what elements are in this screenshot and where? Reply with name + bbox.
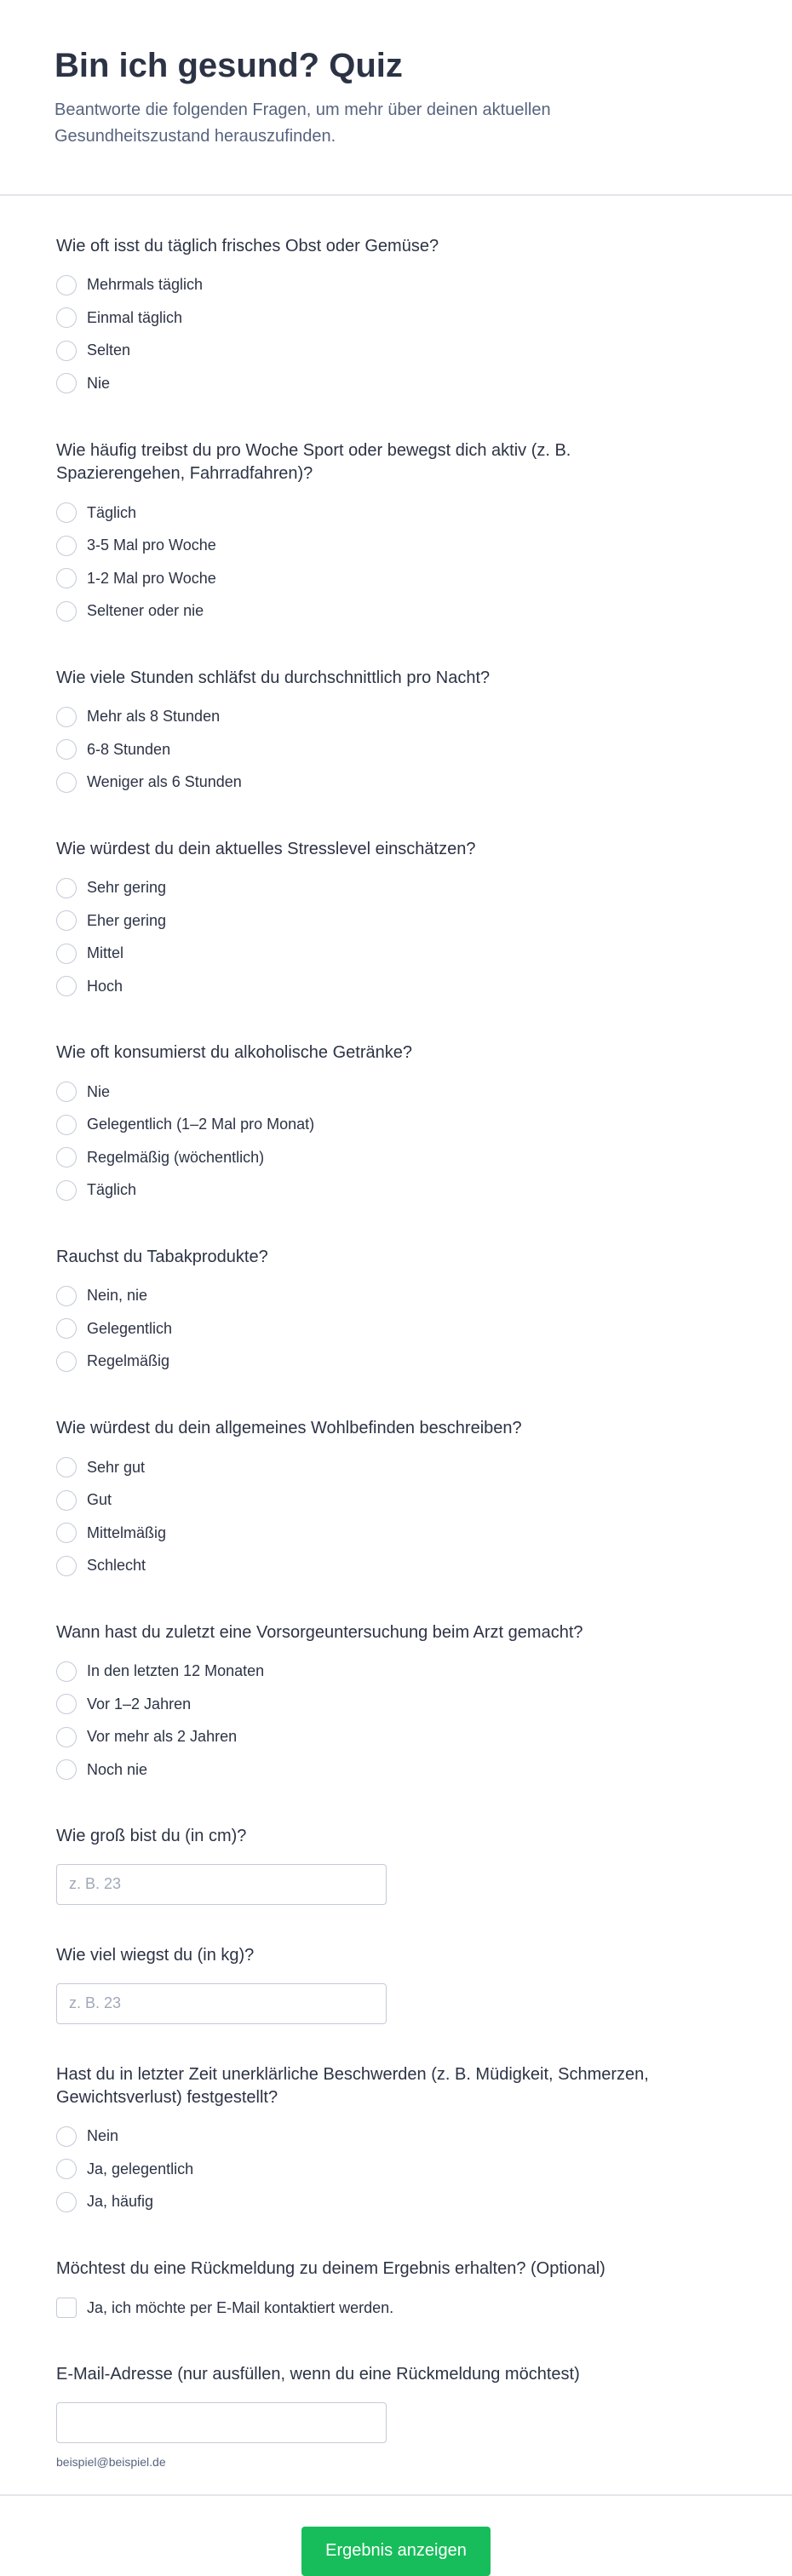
radio-button[interactable] — [56, 707, 77, 727]
question-feedback — [56, 2258, 736, 2324]
radio-option[interactable] — [56, 1688, 736, 1721]
question-label: Wann hast du zuletzt eine Vorsorgeuntersuchung beim Arzt gemacht? — [56, 1622, 583, 1642]
question-label: Wie oft konsumierst du alkoholische Getränke? — [56, 1043, 412, 1063]
radio-button[interactable] — [56, 341, 77, 361]
form-header — [0, 0, 792, 196]
radio-button[interactable] — [56, 1115, 77, 1135]
question-label: Hast du in letzter Zeit unerklärliche Beschwerden (z. B. Müdigkeit, Schmerzen, Gewichtsverlust) festgestellt? — [56, 2064, 649, 2108]
email-input[interactable] — [56, 2402, 387, 2443]
submit-button[interactable]: Ergebnis anzeigen — [301, 2527, 491, 2576]
radio-option[interactable] — [56, 496, 736, 530]
option-label: Mehrmals täglich — [87, 276, 204, 294]
radio-button[interactable] — [56, 568, 77, 588]
question-1 — [56, 235, 736, 400]
radio-option[interactable] — [56, 766, 736, 799]
question-label: Wie häufig treibst du pro Woche Sport oder bewegst dich aktiv (z. B. Spazierengehen, Fahrradfahren)? — [56, 440, 571, 484]
radio-button[interactable] — [56, 1457, 77, 1477]
radio-button[interactable] — [56, 976, 77, 996]
radio-option[interactable] — [56, 1280, 736, 1313]
option-label: 1-2 Mal pro Woche — [87, 569, 216, 587]
page-title: Bin ich gesund? Quiz — [55, 47, 403, 84]
radio-option[interactable] — [56, 2120, 736, 2154]
question-symptoms — [56, 2063, 736, 2219]
radio-button[interactable] — [56, 1523, 77, 1543]
option-label: Nein — [87, 2127, 119, 2145]
option-label: Ja, häufig — [87, 2193, 154, 2211]
option-label: Täglich — [87, 503, 137, 521]
radio-option[interactable] — [56, 1076, 736, 1109]
question-label: E-Mail-Adresse (nur ausfüllen, wenn du eine Rückmeldung möchtest) — [56, 2365, 580, 2384]
radio-button[interactable] — [56, 1759, 77, 1780]
option-label: Nie — [87, 374, 111, 392]
radio-button[interactable] — [56, 2192, 77, 2212]
option-label: Mittelmäßig — [87, 1523, 167, 1541]
option-label: Nie — [87, 1082, 111, 1100]
quiz-form — [0, 196, 792, 2469]
option-label: Regelmäßig (wöchentlich) — [87, 1148, 265, 1166]
weight-input[interactable] — [56, 1983, 387, 2024]
radio-button[interactable] — [56, 2126, 77, 2147]
radio-option[interactable] — [56, 562, 736, 595]
radio-button[interactable] — [56, 502, 77, 523]
option-label: Sehr gut — [87, 1458, 146, 1476]
question-list — [56, 235, 736, 1786]
email-sublabel: beispiel@beispiel.de — [56, 2454, 166, 2469]
radio-option[interactable] — [56, 1720, 736, 1753]
radio-option[interactable] — [56, 1109, 736, 1142]
option-label: Seltener oder nie — [87, 602, 204, 620]
option-label: Ja, gelegentlich — [87, 2160, 194, 2177]
radio-option[interactable] — [56, 1174, 736, 1208]
radio-option[interactable] — [56, 1141, 736, 1174]
option-label: Einmal täglich — [87, 308, 183, 326]
radio-option[interactable] — [56, 700, 736, 733]
radio-button[interactable] — [56, 1318, 77, 1339]
radio-button[interactable] — [56, 1147, 77, 1168]
question-7 — [56, 1417, 736, 1582]
option-label: Sehr gering — [87, 879, 167, 897]
option-label: Eher gering — [87, 911, 167, 929]
radio-option[interactable] — [56, 1451, 736, 1484]
question-weight — [56, 1944, 736, 2024]
question-2 — [56, 439, 736, 628]
radio-button[interactable] — [56, 373, 77, 393]
radio-button[interactable] — [56, 1490, 77, 1511]
question-label: Möchtest du eine Rückmeldung zu deinem Ergebnis erhalten? (Optional) — [56, 2259, 605, 2279]
option-label: Vor 1–2 Jahren — [87, 1695, 192, 1713]
option-label: Gelegentlich — [87, 1319, 173, 1337]
radio-button[interactable] — [56, 910, 77, 931]
question-label: Wie viele Stunden schläfst du durchschnittlich pro Nacht? — [56, 668, 491, 687]
question-3 — [56, 667, 736, 799]
radio-option[interactable] — [56, 269, 736, 302]
radio-button[interactable] — [56, 739, 77, 760]
radio-option[interactable] — [56, 301, 736, 335]
radio-option[interactable] — [56, 367, 736, 400]
checkbox[interactable] — [56, 2298, 77, 2318]
radio-option[interactable] — [56, 594, 736, 628]
radio-option[interactable] — [56, 1549, 736, 1582]
option-label: Selten — [87, 341, 131, 359]
question-label: Wie würdest du dein aktuelles Stresslevel einschätzen? — [56, 839, 476, 858]
option-label: Regelmäßig — [87, 1352, 170, 1370]
option-label: Schlecht — [87, 1557, 146, 1574]
option-label: Täglich — [87, 1181, 137, 1199]
radio-button[interactable] — [56, 1556, 77, 1576]
option-label: Vor mehr als 2 Jahren — [87, 1728, 238, 1746]
radio-button[interactable] — [56, 307, 77, 328]
radio-button[interactable] — [56, 1661, 77, 1682]
option-list — [56, 2120, 736, 2219]
radio-button[interactable] — [56, 1727, 77, 1747]
feedback-checkbox-option[interactable] — [56, 2292, 736, 2325]
question-8 — [56, 1621, 736, 1787]
radio-option[interactable] — [56, 1655, 736, 1688]
question-6 — [56, 1246, 736, 1378]
height-input[interactable] — [56, 1864, 387, 1905]
radio-button[interactable] — [56, 772, 77, 793]
radio-option[interactable] — [56, 937, 736, 970]
radio-button[interactable] — [56, 1351, 77, 1372]
page-subtitle: Beantworte die folgenden Fragen, um mehr über deinen aktuellen Gesundheitszustand herauszufinden. — [55, 100, 551, 146]
radio-button[interactable] — [56, 1286, 77, 1306]
radio-option[interactable] — [56, 1483, 736, 1517]
option-label: Gelegentlich (1–2 Mal pro Monat) — [87, 1116, 315, 1133]
form-footer — [0, 2494, 792, 2576]
option-label: Mehr als 8 Stunden — [87, 708, 221, 726]
question-email — [56, 2363, 736, 2469]
radio-option[interactable] — [56, 1312, 736, 1345]
radio-button[interactable] — [56, 944, 77, 964]
radio-option[interactable] — [56, 2186, 736, 2219]
radio-option[interactable] — [56, 1753, 736, 1787]
option-label: Weniger als 6 Stunden — [87, 773, 242, 791]
radio-option[interactable] — [56, 904, 736, 938]
radio-option[interactable] — [56, 871, 736, 904]
radio-option[interactable] — [56, 2153, 736, 2186]
radio-button[interactable] — [56, 1081, 77, 1102]
radio-option[interactable] — [56, 529, 736, 562]
question-label: Wie viel wiegst du (in kg)? — [56, 1945, 255, 1965]
checkbox-label: Ja, ich möchte per E-Mail kontaktiert werden. — [87, 2298, 394, 2316]
option-label: Mittel — [87, 944, 124, 962]
radio-button[interactable] — [56, 878, 77, 898]
radio-option[interactable] — [56, 1345, 736, 1379]
radio-option[interactable] — [56, 733, 736, 766]
radio-button[interactable] — [56, 275, 77, 295]
question-label: Wie oft isst du täglich frisches Obst oder Gemüse? — [56, 237, 439, 255]
radio-button[interactable] — [56, 1180, 77, 1201]
option-label: Nein, nie — [87, 1287, 148, 1305]
radio-option[interactable] — [56, 970, 736, 1003]
option-label: Hoch — [87, 977, 123, 995]
option-label: Noch nie — [87, 1760, 148, 1778]
option-label: 6-8 Stunden — [87, 740, 171, 758]
radio-button[interactable] — [56, 1694, 77, 1714]
question-label: Rauchst du Tabakprodukte? — [56, 1248, 268, 1267]
question-label: Wie groß bist du (in cm)? — [56, 1827, 247, 1846]
question-4 — [56, 838, 736, 1003]
question-label: Wie würdest du dein allgemeines Wohlbefinden beschreiben? — [56, 1419, 522, 1438]
radio-button[interactable] — [56, 2159, 77, 2179]
question-height — [56, 1825, 736, 1905]
option-label: Gut — [87, 1491, 112, 1508]
radio-button[interactable] — [56, 536, 77, 556]
option-label: In den letzten 12 Monaten — [87, 1662, 265, 1680]
option-label: 3-5 Mal pro Woche — [87, 536, 216, 554]
radio-option[interactable] — [56, 1517, 736, 1550]
radio-option[interactable] — [56, 335, 736, 368]
radio-button[interactable] — [56, 601, 77, 622]
question-5 — [56, 1041, 736, 1207]
